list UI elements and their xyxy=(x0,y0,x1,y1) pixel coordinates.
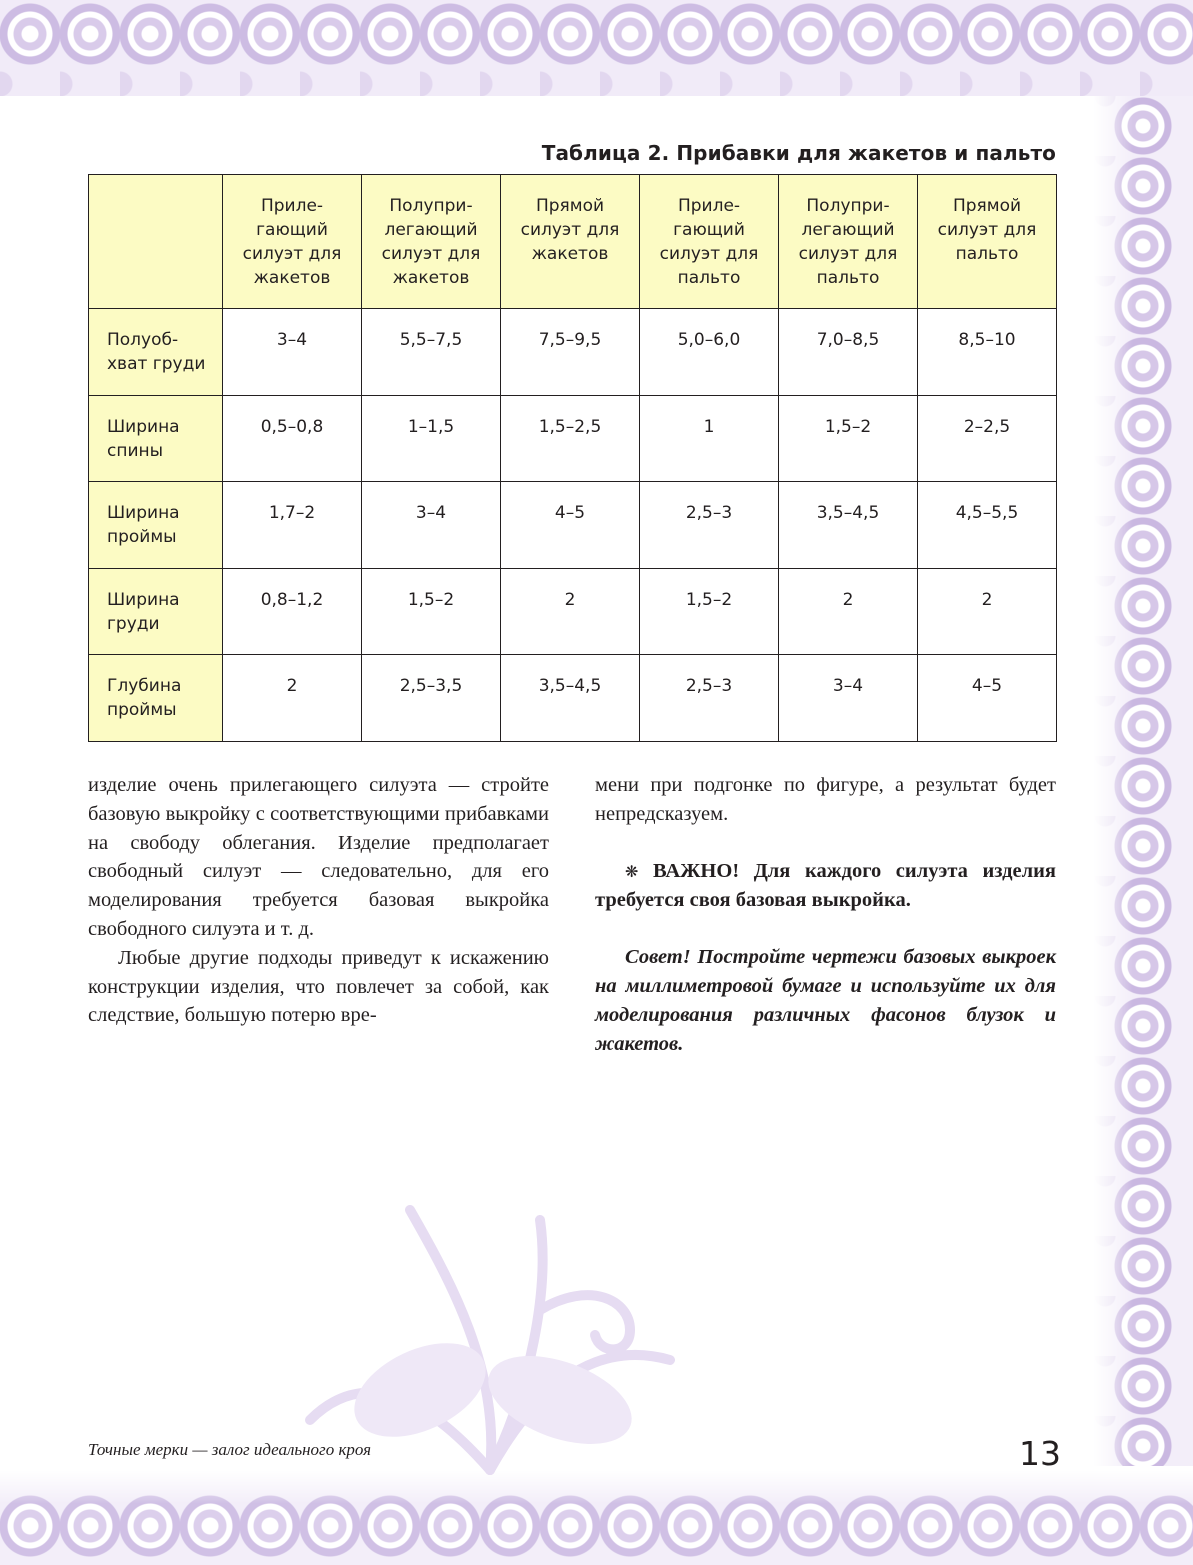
important-text: ВАЖНО! Для каждого силуэта изделия требуется своя базовая выкройка. xyxy=(595,859,1057,912)
table-cell: 2,5–3 xyxy=(640,655,779,742)
row-header xyxy=(89,309,223,396)
table-cell: 4,5–5,5 xyxy=(918,482,1057,569)
table-cell: 2 xyxy=(223,655,362,742)
table-cell: 7,5–9,5 xyxy=(501,309,640,396)
column-header-line: пальто xyxy=(816,268,880,288)
row-header-line: Ширина xyxy=(107,589,180,610)
table-cell: 2 xyxy=(918,568,1057,655)
column-header-line: пальто xyxy=(955,244,1019,264)
column-header-line: силуэт для xyxy=(798,244,898,264)
right-text-column xyxy=(595,771,1056,1058)
table-header-row xyxy=(89,175,1057,309)
table-cell: 4–5 xyxy=(918,655,1057,742)
table-cell: 5,0–6,0 xyxy=(640,309,779,396)
page-number: 13 xyxy=(1019,1434,1061,1473)
column-header-line: пальто xyxy=(677,268,741,288)
table-cell: 2 xyxy=(501,568,640,655)
table-cell: 3–4 xyxy=(223,309,362,396)
column-header-5 xyxy=(779,175,918,309)
table-cell: 7,0–8,5 xyxy=(779,309,918,396)
table-cell: 1,7–2 xyxy=(223,482,362,569)
table-cell: 1,5–2 xyxy=(779,395,918,482)
column-header-line: жакетов xyxy=(253,268,331,288)
column-header-line: силуэт для xyxy=(520,220,620,240)
flower-ornament xyxy=(300,1190,680,1480)
table-cell: 4–5 xyxy=(501,482,640,569)
table-row xyxy=(89,309,1057,396)
row-header-line: груди xyxy=(107,613,160,634)
table-title: Таблица 2. Прибавки для жакетов и пальто xyxy=(541,141,1056,165)
column-header-line: силуэт для xyxy=(659,244,759,264)
table-cell: 3,5–4,5 xyxy=(779,482,918,569)
right-paragraph-1: мени при подгонке по фигуре, а результат будет непредсказуем. xyxy=(595,774,1056,825)
table-cell: 0,5–0,8 xyxy=(223,395,362,482)
row-header-line: проймы xyxy=(107,527,177,548)
table-cell: 1,5–2 xyxy=(362,568,501,655)
allowance-table xyxy=(88,174,1057,742)
column-header-line: жакетов xyxy=(392,268,470,288)
running-title: Точные мерки — залог идеального кроя xyxy=(88,1440,372,1459)
lace-border-top xyxy=(0,0,1193,96)
table-cell: 2,5–3,5 xyxy=(362,655,501,742)
column-header-line: Прямой xyxy=(535,196,605,216)
row-header-line: проймы xyxy=(107,700,177,721)
column-header-line: жакетов xyxy=(531,244,609,264)
row-header xyxy=(89,655,223,742)
column-header-line: силуэт для xyxy=(937,220,1037,240)
table-cell: 3,5–4,5 xyxy=(501,655,640,742)
column-header-line: Приле- xyxy=(260,196,324,216)
asterisk-icon: ❋ xyxy=(625,861,639,881)
row-header xyxy=(89,568,223,655)
column-header-3 xyxy=(501,175,640,309)
column-header-line: легающий xyxy=(384,220,478,240)
table-row xyxy=(89,482,1057,569)
lace-border-bottom xyxy=(0,1470,1193,1565)
column-header-line: Полупри- xyxy=(806,196,890,216)
column-header-2 xyxy=(362,175,501,309)
table-row xyxy=(89,395,1057,482)
row-header xyxy=(89,395,223,482)
row-header-line: спины xyxy=(107,440,164,461)
row-header-line: Ширина xyxy=(107,503,180,524)
table-cell: 8,5–10 xyxy=(918,309,1057,396)
table-cell: 3–4 xyxy=(779,655,918,742)
column-header-1 xyxy=(223,175,362,309)
column-header-line: силуэт для xyxy=(242,244,342,264)
table-cell: 1,5–2 xyxy=(640,568,779,655)
left-text-column xyxy=(88,771,549,1030)
lace-border-right xyxy=(1093,96,1193,1466)
column-header-line: силуэт для xyxy=(381,244,481,264)
table-cell: 3–4 xyxy=(362,482,501,569)
column-header-line: Приле- xyxy=(677,196,741,216)
important-note xyxy=(595,857,1056,916)
column-header-line: гающий xyxy=(256,220,328,240)
table-cell: 1–1,5 xyxy=(362,395,501,482)
column-header-line: гающий xyxy=(673,220,745,240)
column-header-line: Прямой xyxy=(952,196,1022,216)
table-cell: 5,5–7,5 xyxy=(362,309,501,396)
table-cell: 2–2,5 xyxy=(918,395,1057,482)
left-paragraph-2: Любые другие подходы приведут к искажению конструкции изделия, что повлечет за собой, как следствие, большую потерю вре- xyxy=(88,946,549,1027)
table-cell: 2 xyxy=(779,568,918,655)
row-header xyxy=(89,482,223,569)
column-header-line: Полупри- xyxy=(389,196,473,216)
row-header-line: хват груди xyxy=(107,354,206,374)
row-header-line: Полуоб- xyxy=(107,330,179,350)
row-header-line: Глубина xyxy=(107,676,182,697)
table-row xyxy=(89,568,1057,655)
advice-note: Совет! Постройте чертежи базовых выкроек на миллиметровой бумаге и используйте их для моделирования различных фасонов блузок и жакетов. xyxy=(595,946,1056,1055)
table-corner-cell xyxy=(89,175,223,309)
column-header-line: легающий xyxy=(801,220,895,240)
row-header-line: Ширина xyxy=(107,416,180,437)
table-cell: 1 xyxy=(640,395,779,482)
table-cell: 1,5–2,5 xyxy=(501,395,640,482)
table-cell: 0,8–1,2 xyxy=(223,568,362,655)
table-row xyxy=(89,655,1057,742)
table-cell: 2,5–3 xyxy=(640,482,779,569)
column-header-4 xyxy=(640,175,779,309)
column-header-6 xyxy=(918,175,1057,309)
left-paragraph-1: изделие очень прилегающего силуэта — стройте базовую выкройку с соответствующими прибавками на свободу облегания. Изделие предполагает свободный силуэт — следовательно, для его моделирования требуется базовая выкройка свободного силуэта и т. д. xyxy=(88,774,549,940)
